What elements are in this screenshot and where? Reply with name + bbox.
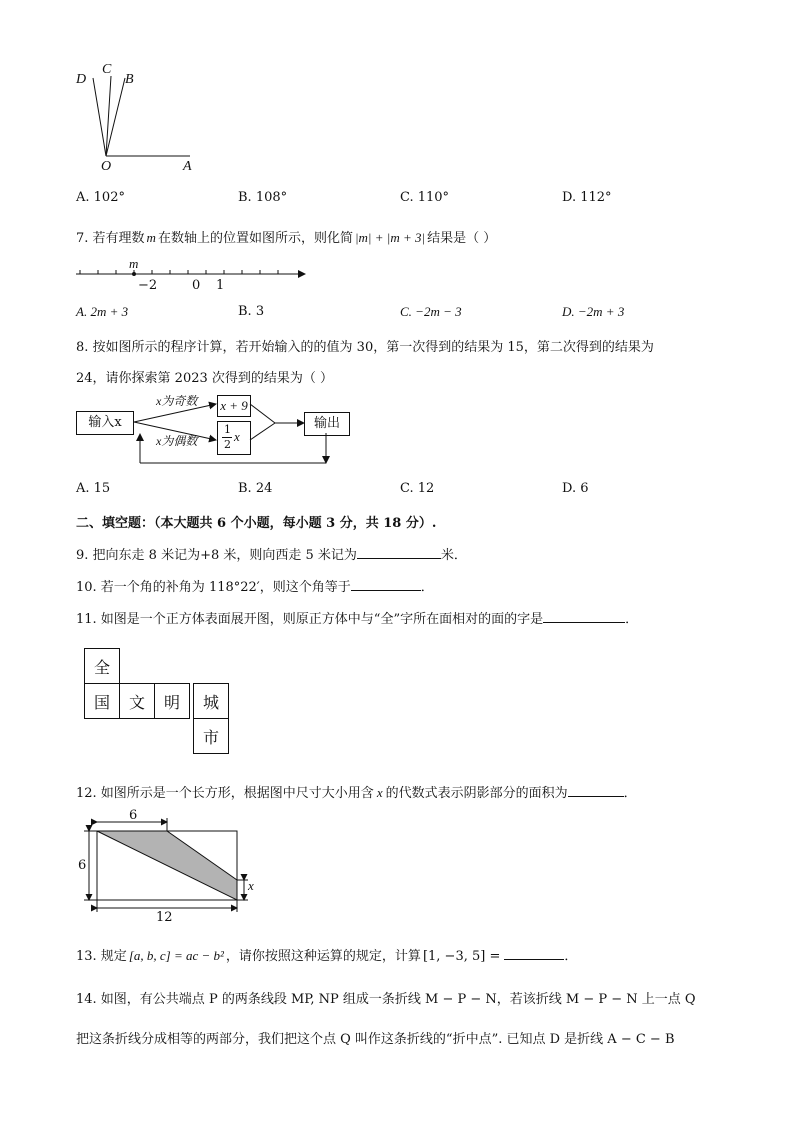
flow-odd-label: x为奇数 <box>156 394 198 408</box>
number-line-tick-1: 1 <box>216 278 225 293</box>
q6-option-c[interactable]: C. 110° <box>400 190 450 205</box>
q10-stem: 10. 若一个角的补角为 118°22′，则这个角等于 ． <box>76 580 434 595</box>
q13-stem: 13. 规定 [a, b, c] = ac − b² ，请你按照这种运算的规定，计算 [1, −3, 5] = ． <box>76 948 578 964</box>
rectangle-figure <box>74 812 264 918</box>
q8-option-b[interactable]: B. 24 <box>238 481 273 496</box>
net-face-quan: 全 <box>84 648 120 684</box>
q12-answer-blank[interactable] <box>568 784 624 797</box>
label-D: D <box>76 72 87 87</box>
flow-half-box: 1 2 x <box>217 421 251 455</box>
flow-even-label: x为偶数 <box>156 434 198 448</box>
q8-option-d[interactable]: D. 6 <box>562 481 589 496</box>
q7-option-a[interactable]: A. 2m + 3 <box>76 304 129 319</box>
net-face-guo: 国 <box>84 683 120 719</box>
number-line-tick-0: 0 <box>192 278 201 293</box>
net-face-wen: 文 <box>119 683 155 719</box>
number-line <box>76 258 306 298</box>
net-face-cheng: 城 <box>193 683 229 719</box>
q6-option-b[interactable]: B. 108° <box>238 190 288 205</box>
dim-top-6: 6 <box>129 808 138 823</box>
q12-stem: 12. 如图所示是一个长方形，根据图中尺寸大小用含 x 的代数式表示阴影部分的面积为 ． <box>76 785 637 801</box>
q8-option-c[interactable]: C. 12 <box>400 481 435 496</box>
q7-option-c[interactable]: C. −2m − 3 <box>400 304 462 319</box>
dim-left-6: 6 <box>78 858 87 873</box>
q8-option-a[interactable]: A. 15 <box>76 481 111 496</box>
q13-answer-blank[interactable] <box>504 947 564 960</box>
number-line-m-label: m <box>129 256 139 271</box>
label-B: B <box>125 72 134 87</box>
dim-right-x: x <box>248 878 254 893</box>
net-face-ming: 明 <box>154 683 190 719</box>
q6-option-d[interactable]: D. 112° <box>562 190 612 205</box>
flow-input-box: 输入x <box>76 411 134 435</box>
q6-option-a[interactable]: A. 102° <box>76 190 125 205</box>
label-O: O <box>101 159 112 174</box>
q10-answer-blank[interactable] <box>351 578 421 591</box>
q8-stem-line2: 24，请你探索第 2023 次得到的结果为（ ） <box>76 371 334 386</box>
q11-stem: 11. 如图是一个正方体表面展开图，则原正方体中与“全”字所在面相对的面的字是 ． <box>76 612 639 627</box>
flow-output-box: 输出 <box>304 412 350 436</box>
q9-stem: 9. 把向东走 8 米记为+8 米，则向西走 5 米记为 米． <box>76 548 467 563</box>
q8-stem-line1: 8. 按如图所示的程序计算，若开始输入的的值为 30，第一次得到的结果为 15，第二次得到的结果为 <box>76 340 654 355</box>
dim-bottom-12: 12 <box>156 910 173 925</box>
label-A: A <box>183 159 192 174</box>
flow-add-box: x + 9 <box>217 395 251 417</box>
number-line-tick-neg2: −2 <box>138 278 158 293</box>
label-C: C <box>102 62 112 77</box>
q9-answer-blank[interactable] <box>357 546 441 559</box>
net-face-shi: 市 <box>193 718 229 754</box>
q7-option-d[interactable]: D. −2m + 3 <box>562 304 625 319</box>
q7-stem: 7. 若有理数 m 在数轴上的位置如图所示，则化简 |m| + |m + 3| 结果是（ ） <box>76 230 497 246</box>
q14-stem-line2: 把这条折线分成相等的两部分，我们把这个点 Q 叫作这条折线的“折中点”. 已知点 D 是折线 A − C − B <box>76 1032 675 1047</box>
q11-answer-blank[interactable] <box>543 610 625 623</box>
section-2-heading: 二、填空题：（本大题共 6 个小题，每小题 3 分，共 18 分）. <box>76 516 437 531</box>
q14-stem-line1: 14. 如图，有公共端点 P 的两条线段 MP, NP 组成一条折线 M − P − N，若该折线 M − P − N 上一点 Q <box>76 992 696 1007</box>
q7-option-b[interactable]: B. 3 <box>238 304 265 319</box>
